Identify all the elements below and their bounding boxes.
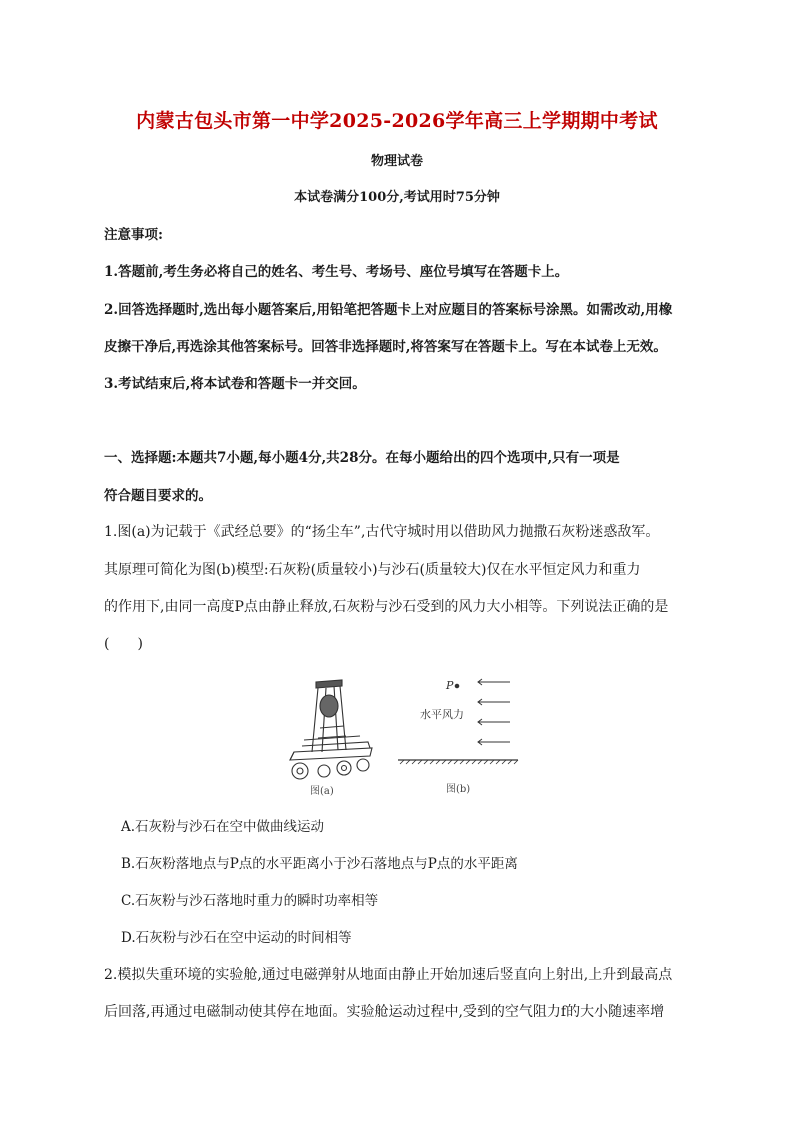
notes-item-2-line-2: 皮擦干净后,再选涂其他答案标号。回答非选择题时,将答案写在答题卡上。写在本试卷上无效。 xyxy=(104,339,667,355)
point-p-marker xyxy=(455,684,459,688)
notes-item-3: 3.考试结束后,将本试卷和答题卡一并交回。 xyxy=(104,376,366,392)
q1-line-1: 1.图(a)为记载于《武经总要》的“扬尘车”,古代守城时用以借助风力抛撒石灰粉迷惑敌军。 xyxy=(104,524,660,540)
cart-wheel xyxy=(292,763,308,779)
q1-line-3: 的作用下,由同一高度P点由静止释放,石灰粉与沙石受到的风力大小相等。下列说法正确的是 xyxy=(104,599,669,615)
q1-line-2: 其原理可简化为图(b)模型:石灰粉(质量较小)与沙石(质量较大)仅在水平恒定风力和重力 xyxy=(104,562,641,578)
exam-subject: 物理试卷 xyxy=(370,154,423,169)
figure-b-label: 图(b) xyxy=(446,784,471,795)
exam-title: 内蒙古包头市第一中学2025-2026学年高三上学期期中考试 xyxy=(136,110,658,132)
q2-line-2: 后回落,再通过电磁制动使其停在地面。实验舱运动过程中,受到的空气阻力f的大小随速率增 xyxy=(104,1004,665,1020)
notes-item-2-line-1: 2.回答选择题时,选出每小题答案后,用铅笔把答题卡上对应题目的答案标号涂黑。如需改动,用橡 xyxy=(104,302,673,318)
q2-line-1: 2.模拟失重环境的实验舱,通过电磁弹射从地面由静止开始加速后竖直向上射出,上升到最高点 xyxy=(104,967,673,983)
wind-label: 水平风力 xyxy=(420,708,464,721)
q1-option-a: A.石灰粉与沙石在空中做曲线运动 xyxy=(121,819,325,835)
wind-arrow xyxy=(478,699,510,705)
notes-heading: 注意事项: xyxy=(104,227,163,243)
q1-figure xyxy=(260,668,540,798)
point-p-label: P xyxy=(446,679,454,692)
q1-option-b: B.石灰粉落地点与P点的水平距离小于沙石落地点与P点的水平距离 xyxy=(121,856,518,872)
q1-option-d: D.石灰粉与沙石在空中运动的时间相等 xyxy=(121,930,352,946)
wind-arrow xyxy=(478,739,510,745)
dust-cart-drawing xyxy=(290,680,372,779)
wind-arrow xyxy=(478,719,510,725)
figure-a-label: 图(a) xyxy=(310,786,334,797)
section-1-line-1: 一、选择题:本题共7小题,每小题4分,共28分。在每小题给出的四个选项中,只有一项是 xyxy=(104,450,620,466)
exam-meta: 本试卷满分100分,考试用时75分钟 xyxy=(294,190,500,205)
section-1-line-2: 符合题目要求的。 xyxy=(104,488,212,504)
q1-figure-drawing xyxy=(260,668,540,798)
cart-wheel xyxy=(337,761,351,775)
q1-option-c: C.石灰粉与沙石落地时重力的瞬时功率相等 xyxy=(121,893,379,909)
notes-item-1: 1.答题前,考生务必将自己的姓名、考生号、考场号、座位号填写在答题卡上。 xyxy=(104,264,569,280)
wind-arrow xyxy=(478,679,510,685)
q1-bracket: ( ) xyxy=(104,636,143,652)
